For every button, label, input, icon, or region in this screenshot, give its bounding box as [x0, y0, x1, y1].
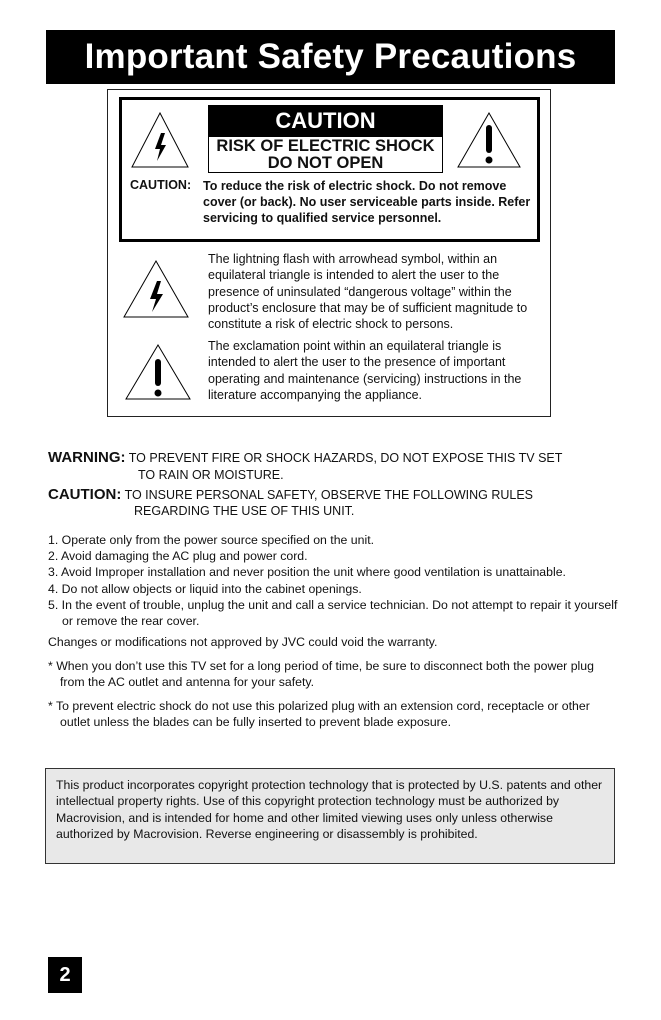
caution2-text-cont: REGARDING THE USE OF THIS UNIT. — [134, 504, 355, 518]
list-item: 4. Do not allow objects or liquid into the cabinet openings. — [48, 581, 362, 596]
caution-heading: CAUTION — [208, 105, 443, 136]
lightning-triangle-icon — [130, 111, 190, 169]
page-number: 2 — [48, 957, 82, 993]
warning-label: WARNING: — [48, 449, 126, 466]
caution2-label: CAUTION: — [48, 486, 122, 503]
page-title: Important Safety Precautions — [46, 30, 615, 84]
list-item: 5. In the event of trouble, unplug the unit and call a service technician. Do not attempt to repair it yourself or remove the rear cover. — [48, 597, 618, 629]
caution-text: To reduce the risk of electric shock. Do not remove cover (or back). No user serviceable parts inside. Refer servicing to qualified service personnel. — [203, 179, 531, 225]
safety-rules-list — [48, 532, 623, 629]
warranty-note: Changes or modifications not approved by JVC could void the warranty. — [48, 635, 438, 649]
warning-text: TO PREVENT FIRE OR SHOCK HAZARDS, DO NOT EXPOSE THIS TV SET — [128, 451, 563, 465]
warning-line — [48, 450, 562, 466]
caution2-text: TO INSURE PERSONAL SAFETY, OBSERVE THE FOLLOWING RULES — [124, 488, 534, 502]
list-item: 3. Avoid Improper installation and never position the unit where good ventilation is unattainable. — [48, 565, 566, 580]
list-item: * To prevent electric shock do not use this polarized plug with an extension cord, receptacle or other outlet unless the blades can be fully inserted to prevent blade exposure. — [48, 699, 590, 730]
caution-label: CAUTION: — [130, 178, 192, 192]
list-item: 1. Operate only from the power source specified on the unit. — [48, 533, 375, 547]
macrovision-notice: This product incorporates copyright protection technology that is protected by U.S. patents and other intellectual property rights. Use of this copyright protection technology must be authorized by Macrovision, and is intended for home and other limited viewing uses only unless otherwise authorized by Macrovision. Reverse engineering or disassembly is prohibited. — [45, 768, 615, 864]
risk-of-shock-label — [208, 136, 443, 173]
list-item: * When you don’t use this TV set for a long period of time, be sure to disconnect both the power plug from the AC outlet and antenna for your safety. — [48, 659, 594, 690]
caution2-line — [48, 487, 533, 503]
lightning-triangle-icon — [122, 259, 190, 319]
warning-text-cont: TO RAIN OR MOISTURE. — [138, 468, 284, 482]
exclamation-triangle-icon — [456, 111, 522, 169]
risk-line-2: DO NOT OPEN — [267, 154, 384, 172]
risk-line-1: RISK OF ELECTRIC SHOCK — [216, 137, 435, 155]
lightning-symbol-description: The lightning flash with arrowhead symbol, within an equilateral triangle is intended to alert the user to the presence of uninsulated “dangerous voltage” within the product’s enclosure that may be of sufficient magnitude to constitute a risk of electric shock to persons. — [208, 252, 528, 332]
exclamation-triangle-icon — [124, 343, 192, 401]
list-item: 2. Avoid damaging the AC plug and power cord. — [48, 549, 308, 564]
exclamation-symbol-description: The exclamation point within an equilateral triangle is intended to alert the user to the presence of important operating and maintenance (servicing) instructions in the literature accompanying the appliance. — [208, 339, 522, 402]
